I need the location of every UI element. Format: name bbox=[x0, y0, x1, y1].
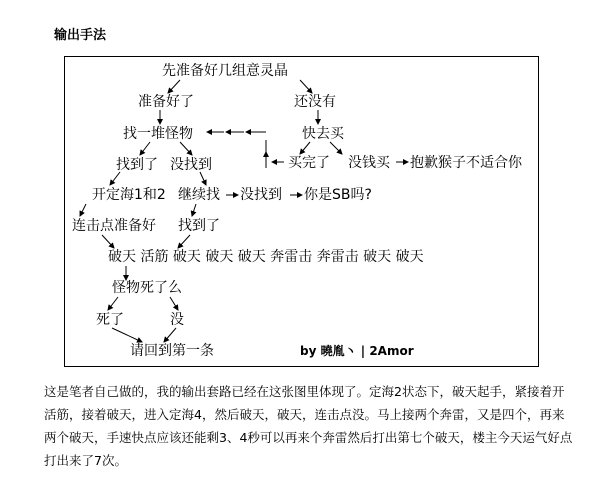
node-start: 先准备好几组意灵晶 bbox=[162, 63, 288, 79]
section-heading: 输出手法 bbox=[54, 28, 107, 43]
node-keep-looking: 继续找 bbox=[178, 187, 220, 203]
node-bought: 买完了 bbox=[288, 155, 330, 171]
node-no-money: 没钱买 bbox=[348, 155, 390, 171]
node-not-found: 没找到 bbox=[170, 157, 212, 173]
node-still-not-found: 没找到 bbox=[240, 187, 282, 203]
node-monster-dead: 怪物死了么 bbox=[112, 280, 182, 296]
node-found-again: 找到了 bbox=[178, 218, 220, 234]
node-click-prepare: 连击点准备好 bbox=[72, 218, 156, 234]
node-skill-sequence: 破天 活筋 破天 破天 破天 奔雷击 奔雷击 破天 破天 bbox=[108, 249, 424, 265]
node-ready: 准备好了 bbox=[138, 94, 194, 110]
node-found: 找到了 bbox=[116, 157, 158, 173]
node-sorry: 抱歉猴子不适合你 bbox=[410, 155, 522, 171]
description-paragraph: 这是笔者自己做的，我的输出套路已经在这张图里体现了。定海2状态下，破天起手，紧接着开活筋，接着破天，进入定海4，然后破天，破天，连击点没。马上接两个奔雷，又是四个，再来两个破天，手速快点应该还能剩3、4秒可以再来个奔雷然后打出第七个破天，楼主今天运气好点打出来了7次。 bbox=[44, 384, 573, 468]
node-not-ready: 还没有 bbox=[294, 94, 336, 110]
node-go-back: 请回到第一条 bbox=[130, 343, 214, 359]
node-open-zone: 开定海1和2 bbox=[92, 187, 166, 203]
node-find-monsters: 找一堆怪物 bbox=[123, 126, 193, 142]
node-go-buy: 快去买 bbox=[302, 126, 344, 142]
node-are-you-sb: 你是SB吗? bbox=[304, 187, 372, 203]
signature: by 曉胤丶 | 2Amor bbox=[300, 344, 414, 358]
node-alive: 没 bbox=[170, 312, 184, 328]
node-dead: 死了 bbox=[96, 312, 124, 328]
